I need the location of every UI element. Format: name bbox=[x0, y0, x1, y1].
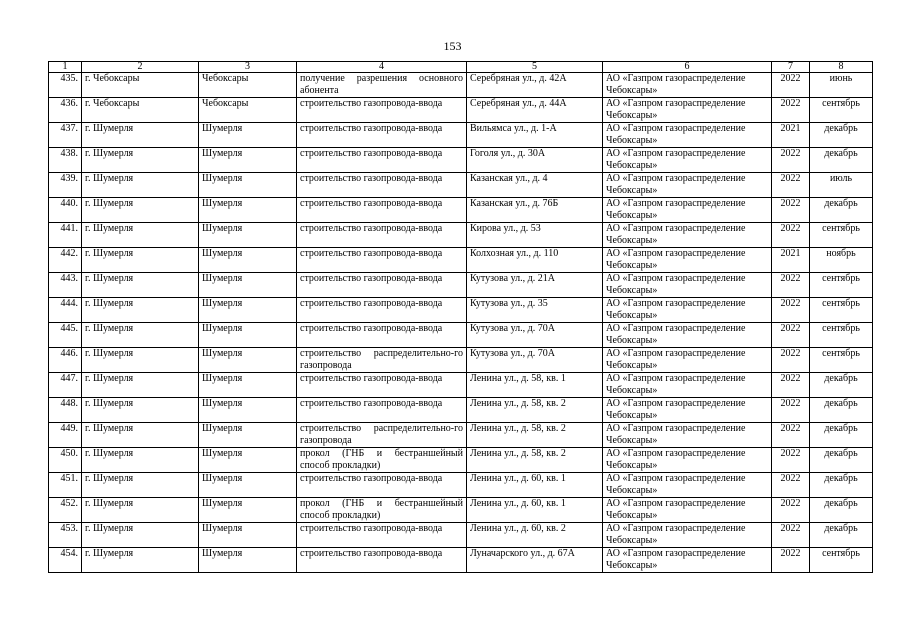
column-number: 7 bbox=[772, 62, 810, 73]
table-row bbox=[49, 273, 873, 298]
year-cell: 2022 bbox=[772, 98, 810, 123]
row-number: 435. bbox=[49, 73, 82, 98]
row-number: 441. bbox=[49, 223, 82, 248]
organization-cell: АО «Газпром газораспределение Чебоксары» bbox=[603, 198, 772, 223]
district-cell: Шумерля bbox=[199, 523, 297, 548]
year-cell: 2022 bbox=[772, 523, 810, 548]
work-type-cell: строительство газопровода-ввода bbox=[297, 148, 467, 173]
work-type-cell: строительство газопровода-ввода bbox=[297, 398, 467, 423]
address-cell: Колхозная ул., д. 110 bbox=[467, 248, 603, 273]
address-cell: Вильямса ул., д. 1-А bbox=[467, 123, 603, 148]
district-cell: Шумерля bbox=[199, 173, 297, 198]
district-cell: Шумерля bbox=[199, 423, 297, 448]
address-cell: Серебряная ул., д. 44А bbox=[467, 98, 603, 123]
address-cell: Серебряная ул., д. 42А bbox=[467, 73, 603, 98]
work-type-cell: строительство распределительно-го газопровода bbox=[297, 348, 467, 373]
address-cell: Кирова ул., д. 53 bbox=[467, 223, 603, 248]
table-row bbox=[49, 523, 873, 548]
year-cell: 2022 bbox=[772, 223, 810, 248]
month-cell: сентябрь bbox=[810, 98, 873, 123]
month-cell: июль bbox=[810, 173, 873, 198]
year-cell: 2021 bbox=[772, 248, 810, 273]
month-cell: сентябрь bbox=[810, 223, 873, 248]
table-row bbox=[49, 348, 873, 373]
year-cell: 2021 bbox=[772, 123, 810, 148]
month-cell: декабрь bbox=[810, 423, 873, 448]
address-cell: Казанская ул., д. 4 bbox=[467, 173, 603, 198]
organization-cell: АО «Газпром газораспределение Чебоксары» bbox=[603, 548, 772, 573]
month-cell: июнь bbox=[810, 73, 873, 98]
table-row bbox=[49, 98, 873, 123]
column-number: 4 bbox=[297, 62, 467, 73]
address-cell: Кутузова ул., д. 70А bbox=[467, 323, 603, 348]
table-row bbox=[49, 323, 873, 348]
settlement-cell: г. Шумерля bbox=[82, 473, 199, 498]
organization-cell: АО «Газпром газораспределение Чебоксары» bbox=[603, 223, 772, 248]
address-cell: Ленина ул., д. 58, кв. 2 bbox=[467, 448, 603, 473]
column-number: 2 bbox=[82, 62, 199, 73]
month-cell: декабрь bbox=[810, 498, 873, 523]
month-cell: декабрь bbox=[810, 198, 873, 223]
organization-cell: АО «Газпром газораспределение Чебоксары» bbox=[603, 248, 772, 273]
work-type-cell: строительство газопровода-ввода bbox=[297, 98, 467, 123]
organization-cell: АО «Газпром газораспределение Чебоксары» bbox=[603, 448, 772, 473]
organization-cell: АО «Газпром газораспределение Чебоксары» bbox=[603, 98, 772, 123]
work-type-cell: строительство газопровода-ввода bbox=[297, 273, 467, 298]
settlement-cell: г. Шумерля bbox=[82, 223, 199, 248]
address-cell: Ленина ул., д. 60, кв. 1 bbox=[467, 473, 603, 498]
month-cell: сентябрь bbox=[810, 298, 873, 323]
year-cell: 2022 bbox=[772, 173, 810, 198]
settlement-cell: г. Шумерля bbox=[82, 548, 199, 573]
month-cell: сентябрь bbox=[810, 273, 873, 298]
settlement-cell: г. Шумерля bbox=[82, 423, 199, 448]
work-type-cell: получение разрешения основного абонента bbox=[297, 73, 467, 98]
year-cell: 2022 bbox=[772, 148, 810, 173]
year-cell: 2022 bbox=[772, 198, 810, 223]
month-cell: декабрь bbox=[810, 398, 873, 423]
work-type-cell: строительство газопровода-ввода bbox=[297, 473, 467, 498]
address-cell: Ленина ул., д. 58, кв. 1 bbox=[467, 373, 603, 398]
table-row bbox=[49, 473, 873, 498]
work-type-cell: прокол (ГНБ и бестраншейный способ прокладки) bbox=[297, 448, 467, 473]
year-cell: 2022 bbox=[772, 423, 810, 448]
district-cell: Шумерля bbox=[199, 298, 297, 323]
organization-cell: АО «Газпром газораспределение Чебоксары» bbox=[603, 298, 772, 323]
settlement-cell: г. Шумерля bbox=[82, 173, 199, 198]
month-cell: сентябрь bbox=[810, 323, 873, 348]
month-cell: декабрь bbox=[810, 473, 873, 498]
row-number: 448. bbox=[49, 398, 82, 423]
work-type-cell: строительство газопровода-ввода bbox=[297, 173, 467, 198]
address-cell: Ленина ул., д. 60, кв. 2 bbox=[467, 523, 603, 548]
month-cell: декабрь bbox=[810, 448, 873, 473]
organization-cell: АО «Газпром газораспределение Чебоксары» bbox=[603, 323, 772, 348]
table-row bbox=[49, 223, 873, 248]
row-number: 443. bbox=[49, 273, 82, 298]
table-row bbox=[49, 498, 873, 523]
address-cell: Кутузова ул., д. 21А bbox=[467, 273, 603, 298]
work-type-cell: строительство газопровода-ввода bbox=[297, 298, 467, 323]
district-cell: Шумерля bbox=[199, 198, 297, 223]
month-cell: декабрь bbox=[810, 373, 873, 398]
district-cell: Шумерля bbox=[199, 398, 297, 423]
row-number: 437. bbox=[49, 123, 82, 148]
year-cell: 2022 bbox=[772, 398, 810, 423]
work-type-cell: строительство газопровода-ввода bbox=[297, 523, 467, 548]
row-number: 444. bbox=[49, 298, 82, 323]
organization-cell: АО «Газпром газораспределение Чебоксары» bbox=[603, 423, 772, 448]
work-type-cell: строительство газопровода-ввода bbox=[297, 373, 467, 398]
table-row bbox=[49, 123, 873, 148]
table-row bbox=[49, 548, 873, 573]
organization-cell: АО «Газпром газораспределение Чебоксары» bbox=[603, 73, 772, 98]
organization-cell: АО «Газпром газораспределение Чебоксары» bbox=[603, 273, 772, 298]
district-cell: Шумерля bbox=[199, 498, 297, 523]
address-cell: Ленина ул., д. 58, кв. 2 bbox=[467, 423, 603, 448]
settlement-cell: г. Шумерля bbox=[82, 248, 199, 273]
district-cell: Шумерля bbox=[199, 248, 297, 273]
month-cell: сентябрь bbox=[810, 348, 873, 373]
district-cell: Чебоксары bbox=[199, 98, 297, 123]
year-cell: 2022 bbox=[772, 298, 810, 323]
address-cell: Луначарского ул., д. 67А bbox=[467, 548, 603, 573]
year-cell: 2022 bbox=[772, 323, 810, 348]
row-number: 452. bbox=[49, 498, 82, 523]
table-row bbox=[49, 73, 873, 98]
row-number: 446. bbox=[49, 348, 82, 373]
row-number: 447. bbox=[49, 373, 82, 398]
address-cell: Кутузова ул., д. 35 bbox=[467, 298, 603, 323]
settlement-cell: г. Шумерля bbox=[82, 123, 199, 148]
district-cell: Шумерля bbox=[199, 373, 297, 398]
column-number: 5 bbox=[467, 62, 603, 73]
organization-cell: АО «Газпром газораспределение Чебоксары» bbox=[603, 498, 772, 523]
district-cell: Шумерля bbox=[199, 223, 297, 248]
table-row bbox=[49, 373, 873, 398]
table-row bbox=[49, 148, 873, 173]
work-type-cell: строительство газопровода-ввода bbox=[297, 248, 467, 273]
settlement-cell: г. Шумерля bbox=[82, 373, 199, 398]
settlement-cell: г. Шумерля bbox=[82, 148, 199, 173]
settlement-cell: г. Шумерля bbox=[82, 298, 199, 323]
district-cell: Шумерля bbox=[199, 148, 297, 173]
row-number: 450. bbox=[49, 448, 82, 473]
page-number: 153 bbox=[443, 39, 462, 53]
column-number-row bbox=[49, 62, 873, 73]
district-cell: Шумерля bbox=[199, 123, 297, 148]
table-row bbox=[49, 448, 873, 473]
settlement-cell: г. Шумерля bbox=[82, 323, 199, 348]
column-number: 8 bbox=[810, 62, 873, 73]
table-row bbox=[49, 298, 873, 323]
organization-cell: АО «Газпром газораспределение Чебоксары» bbox=[603, 148, 772, 173]
year-cell: 2022 bbox=[772, 548, 810, 573]
year-cell: 2022 bbox=[772, 348, 810, 373]
table-row bbox=[49, 248, 873, 273]
settlement-cell: г. Шумерля bbox=[82, 523, 199, 548]
settlement-cell: г. Шумерля bbox=[82, 198, 199, 223]
row-number: 436. bbox=[49, 98, 82, 123]
work-type-cell: прокол (ГНБ и бестраншейный способ прокладки) bbox=[297, 498, 467, 523]
row-number: 442. bbox=[49, 248, 82, 273]
settlement-cell: г. Чебоксары bbox=[82, 98, 199, 123]
year-cell: 2022 bbox=[772, 448, 810, 473]
organization-cell: АО «Газпром газораспределение Чебоксары» bbox=[603, 173, 772, 198]
address-cell: Гоголя ул., д. 30А bbox=[467, 148, 603, 173]
row-number: 445. bbox=[49, 323, 82, 348]
row-number: 439. bbox=[49, 173, 82, 198]
table-row bbox=[49, 173, 873, 198]
column-number: 3 bbox=[199, 62, 297, 73]
settlement-cell: г. Шумерля bbox=[82, 448, 199, 473]
month-cell: декабрь bbox=[810, 523, 873, 548]
table-row bbox=[49, 423, 873, 448]
address-cell: Ленина ул., д. 60, кв. 1 bbox=[467, 498, 603, 523]
work-type-cell: строительство газопровода-ввода bbox=[297, 223, 467, 248]
work-type-cell: строительство распределительно-го газопровода bbox=[297, 423, 467, 448]
settlement-cell: г. Шумерля bbox=[82, 398, 199, 423]
organization-cell: АО «Газпром газораспределение Чебоксары» bbox=[603, 523, 772, 548]
district-cell: Чебоксары bbox=[199, 73, 297, 98]
gas-works-table bbox=[48, 61, 873, 573]
organization-cell: АО «Газпром газораспределение Чебоксары» bbox=[603, 398, 772, 423]
district-cell: Шумерля bbox=[199, 473, 297, 498]
organization-cell: АО «Газпром газораспределение Чебоксары» bbox=[603, 348, 772, 373]
organization-cell: АО «Газпром газораспределение Чебоксары» bbox=[603, 473, 772, 498]
row-number: 440. bbox=[49, 198, 82, 223]
organization-cell: АО «Газпром газораспределение Чебоксары» bbox=[603, 373, 772, 398]
settlement-cell: г. Шумерля bbox=[82, 498, 199, 523]
month-cell: декабрь bbox=[810, 123, 873, 148]
district-cell: Шумерля bbox=[199, 348, 297, 373]
address-cell: Кутузова ул., д. 70А bbox=[467, 348, 603, 373]
month-cell: декабрь bbox=[810, 148, 873, 173]
district-cell: Шумерля bbox=[199, 323, 297, 348]
address-cell: Казанская ул., д. 76Б bbox=[467, 198, 603, 223]
work-type-cell: строительство газопровода-ввода bbox=[297, 323, 467, 348]
month-cell: ноябрь bbox=[810, 248, 873, 273]
address-cell: Ленина ул., д. 58, кв. 2 bbox=[467, 398, 603, 423]
table-row bbox=[49, 398, 873, 423]
month-cell: сентябрь bbox=[810, 548, 873, 573]
year-cell: 2022 bbox=[772, 273, 810, 298]
column-number: 6 bbox=[603, 62, 772, 73]
settlement-cell: г. Шумерля bbox=[82, 348, 199, 373]
organization-cell: АО «Газпром газораспределение Чебоксары» bbox=[603, 123, 772, 148]
column-number: 1 bbox=[49, 62, 82, 73]
district-cell: Шумерля bbox=[199, 448, 297, 473]
district-cell: Шумерля bbox=[199, 548, 297, 573]
settlement-cell: г. Чебоксары bbox=[82, 73, 199, 98]
settlement-cell: г. Шумерля bbox=[82, 273, 199, 298]
district-cell: Шумерля bbox=[199, 273, 297, 298]
row-number: 454. bbox=[49, 548, 82, 573]
row-number: 449. bbox=[49, 423, 82, 448]
year-cell: 2022 bbox=[772, 473, 810, 498]
year-cell: 2022 bbox=[772, 373, 810, 398]
table-row bbox=[49, 198, 873, 223]
year-cell: 2022 bbox=[772, 73, 810, 98]
year-cell: 2022 bbox=[772, 498, 810, 523]
work-type-cell: строительство газопровода-ввода bbox=[297, 198, 467, 223]
row-number: 453. bbox=[49, 523, 82, 548]
work-type-cell: строительство газопровода-ввода bbox=[297, 548, 467, 573]
row-number: 438. bbox=[49, 148, 82, 173]
work-type-cell: строительство газопровода-ввода bbox=[297, 123, 467, 148]
row-number: 451. bbox=[49, 473, 82, 498]
